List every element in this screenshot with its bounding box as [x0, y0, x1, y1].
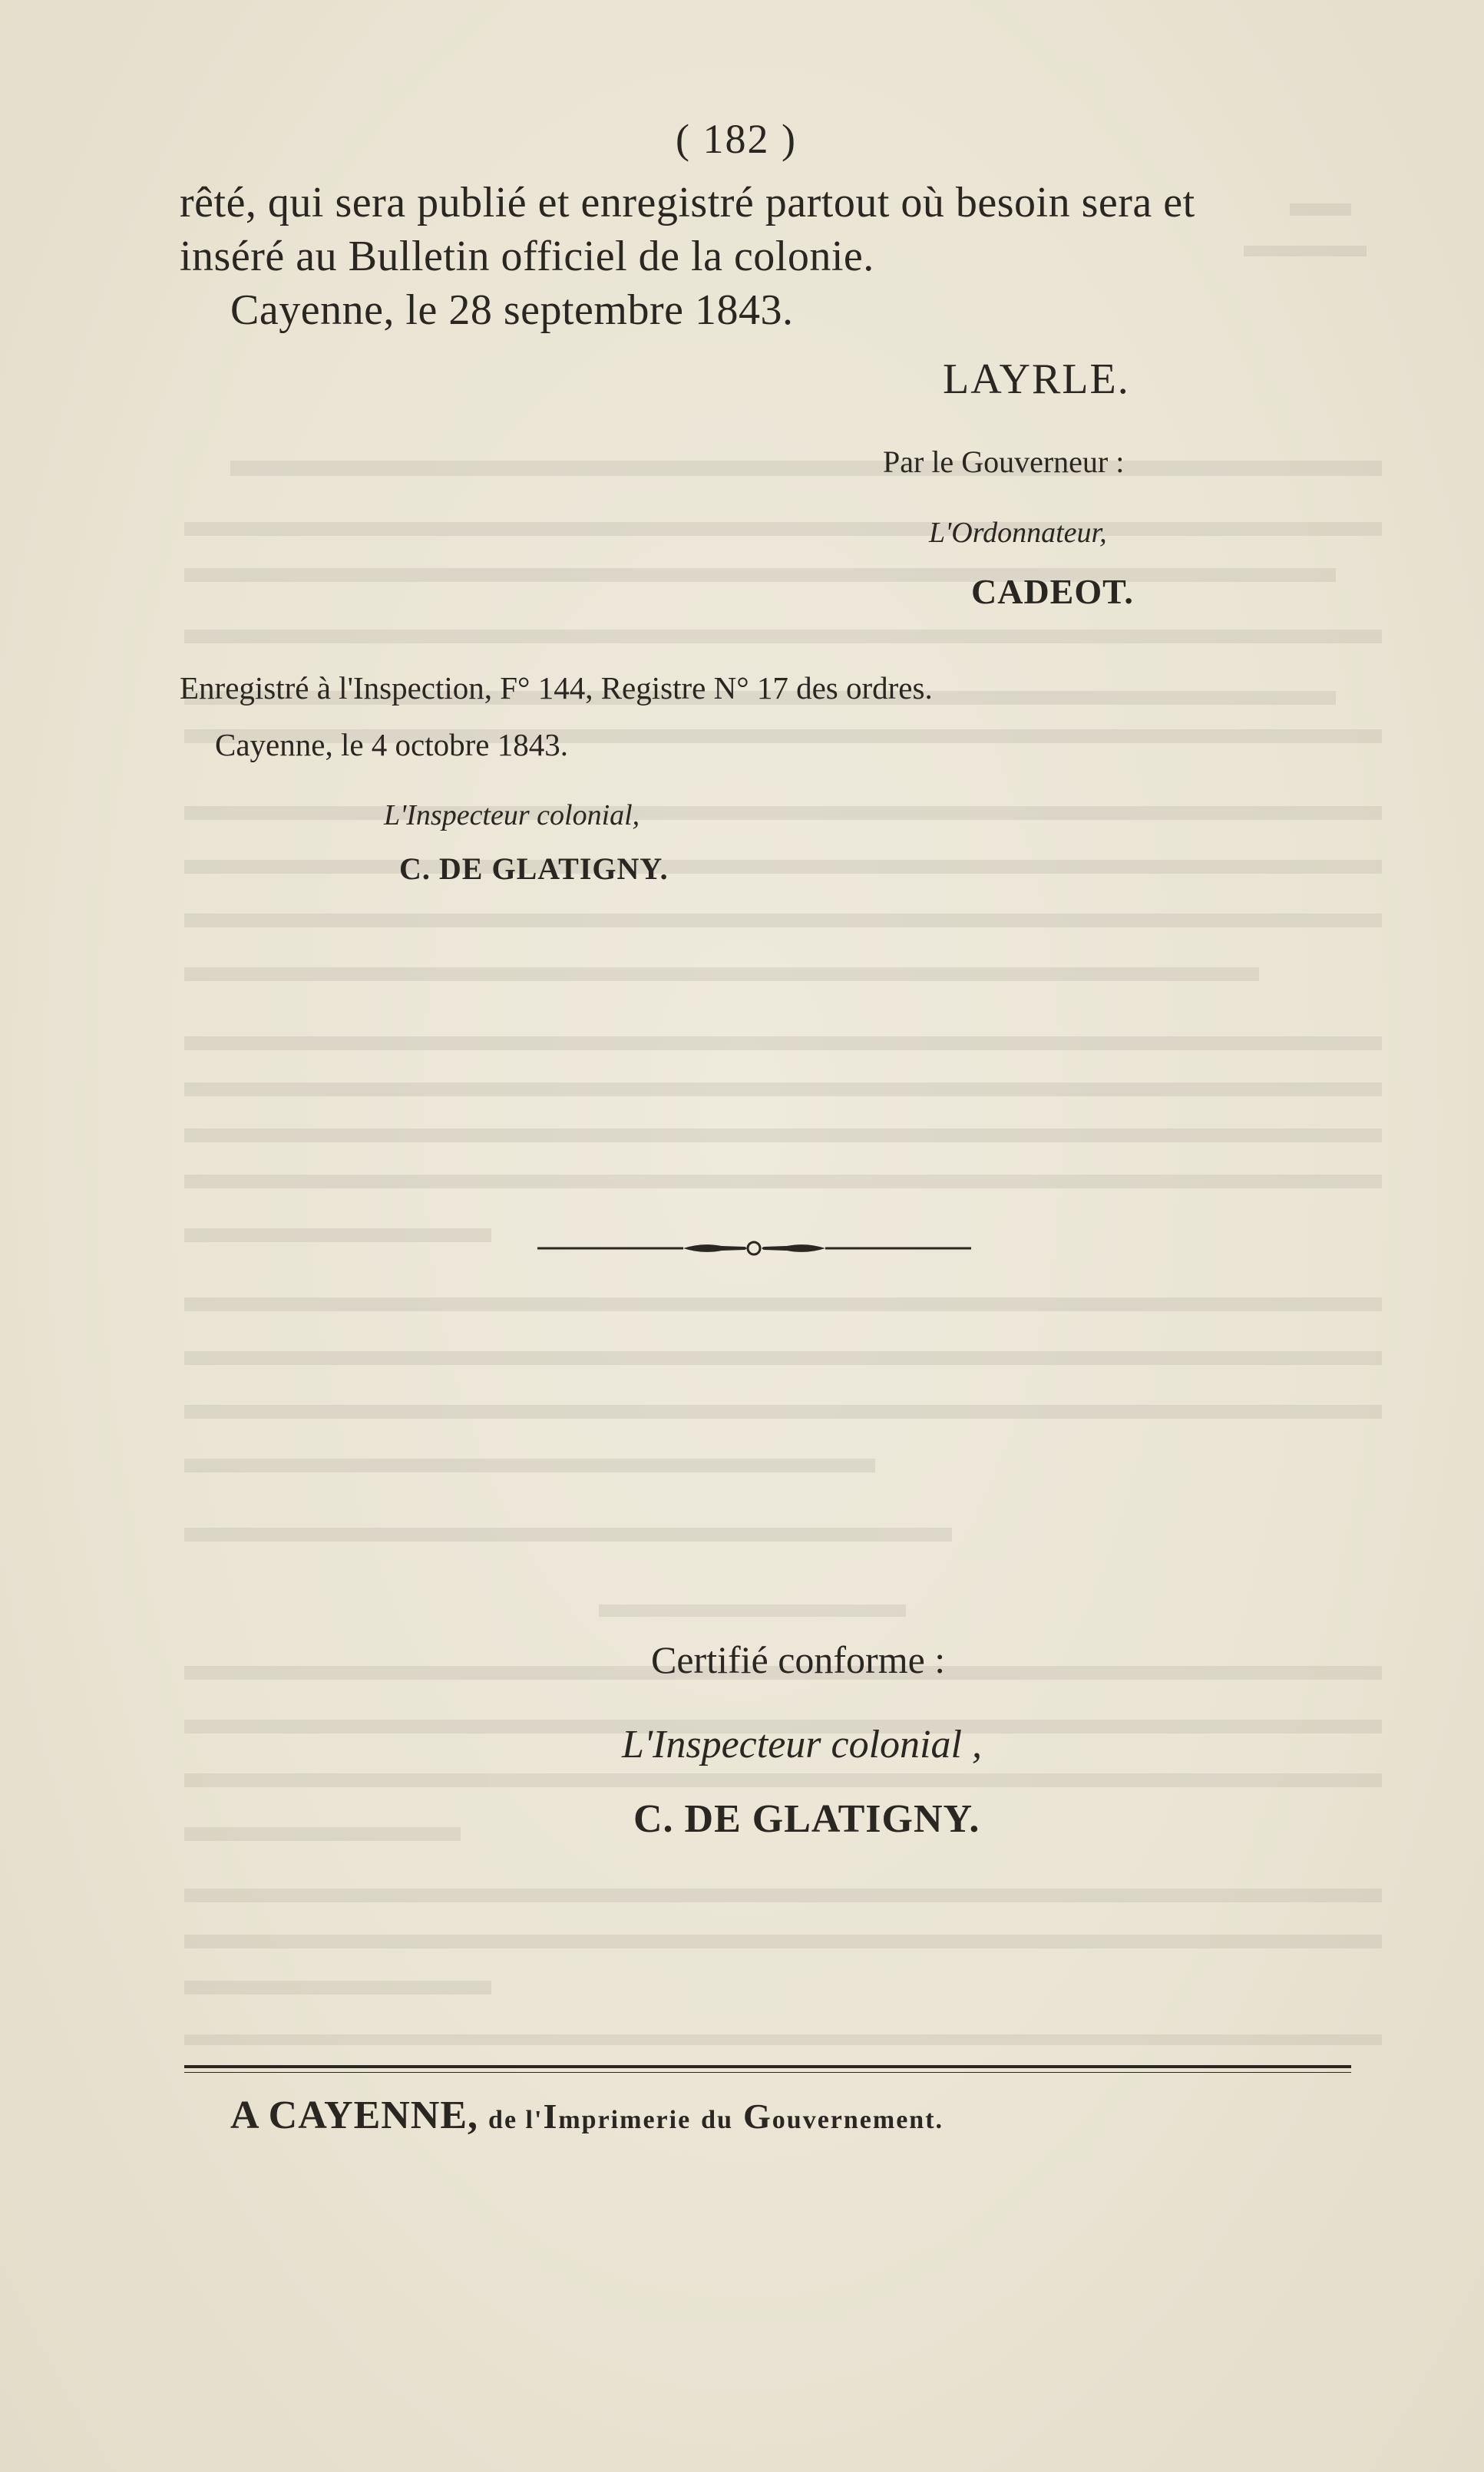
registration-line: Enregistré à l'Inspection, F° 144, Registre N° 17 des ordres. — [180, 670, 933, 706]
par-le-gouverneur: Par le Gouverneur : — [883, 444, 1125, 479]
certification-inspector-name: C. DE GLATIGNY. — [633, 1797, 980, 1841]
certification-inspector-title: L'Inspecteur colonial , — [622, 1723, 982, 1766]
body-line-2: inséré au Bulletin officiel de la colonie. — [180, 233, 874, 280]
page-number: ( 182 ) — [676, 116, 797, 162]
inspector-title: L'Inspecteur colonial, — [384, 799, 640, 831]
certification-heading: Certifié conforme : — [651, 1638, 946, 1681]
inspector-name: C. DE GLATIGNY. — [399, 851, 669, 886]
ordonnateur-title: L'Ordonnateur, — [929, 517, 1107, 549]
governor-signature: LAYRLE. — [943, 355, 1130, 403]
imprint-mprimerie: mprimerie — [558, 2106, 692, 2134]
ornament-divider — [537, 1233, 971, 1264]
body-line-3: Cayenne, le 28 septembre 1843. — [230, 286, 794, 334]
imprint-de: de l' — [488, 2106, 544, 2134]
ordonnateur-name: CADEOT. — [971, 572, 1134, 611]
imprint-line — [230, 2093, 944, 2138]
imprint-rule-thin — [184, 2072, 1351, 2073]
imprint-g: G — [743, 2097, 772, 2136]
imprint-du: du — [701, 2106, 733, 2134]
registration-date: Cayenne, le 4 octobre 1843. — [215, 727, 568, 762]
imprint-ouvernement: ouvernement. — [772, 2106, 944, 2134]
imprint-i: I — [543, 2097, 559, 2136]
imprint-place: A CAYENNE, — [230, 2094, 479, 2137]
body-line-1: rêté, qui sera publié et enregistré partout où besoin sera et — [180, 179, 1195, 226]
imprint-rule — [184, 2065, 1351, 2068]
